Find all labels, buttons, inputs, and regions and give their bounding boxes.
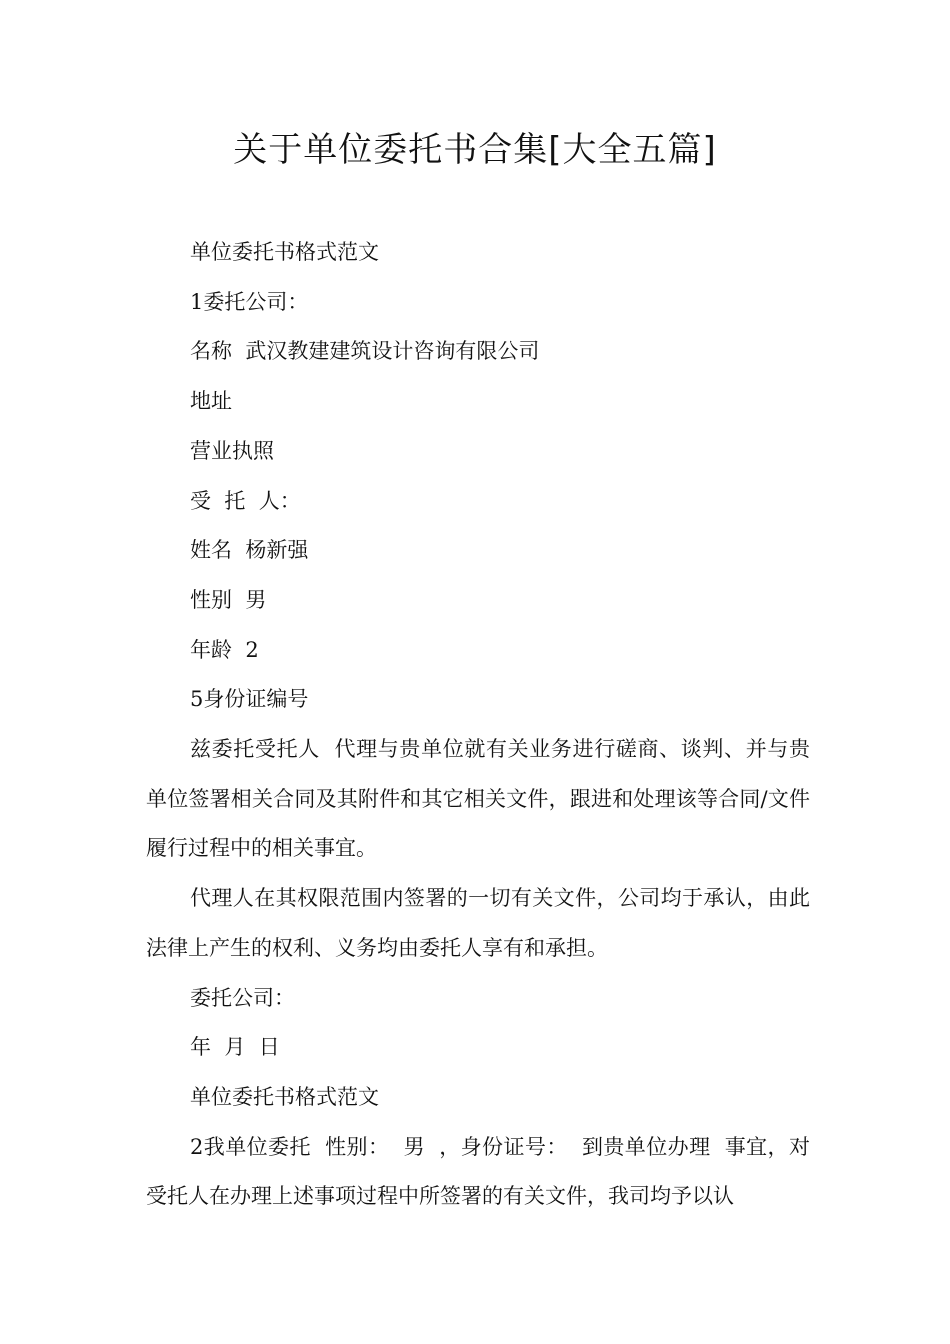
paragraph-business-license: 营业执照: [190, 438, 274, 463]
paragraph-address: 地址: [190, 389, 232, 414]
paragraph-id-number: 5身份证编号: [190, 687, 309, 712]
paragraph-trustee: 受 托 人：: [190, 488, 301, 513]
paragraph-trustee-age: 年龄 2: [190, 637, 259, 662]
document-body: [146, 228, 810, 1222]
paragraph-company-name: 名称 武汉教建建筑设计咨询有限公司: [190, 339, 540, 364]
paragraph-second-template: 2我单位委托 性别： 男 ，身份证号： 到贵单位办理 事宜，对受托人在办理上述事项过程中所签署的有关文件，我司均予以认: [146, 1134, 810, 1209]
paragraph-signature-company: 委托公司：: [190, 985, 295, 1010]
paragraph-acknowledgement: 代理人在其权限范围内签署的一切有关文件，公司均于承认，由此法律上产生的权利、义务均由委托人享有和承担。: [146, 886, 810, 960]
paragraph-trustee-gender: 性别 男: [190, 587, 267, 612]
paragraph-section-heading-2: 单位委托书格式范文: [190, 1084, 379, 1109]
paragraph-authorization: 兹委托受托人 代理与贵单位就有关业务进行磋商、谈判、并与贵单位签署相关合同及其附件和其它相关文件，跟进和处理该等合同/文件履行过程中的相关事宜。: [146, 737, 810, 861]
paragraph-date: 年 月 日: [190, 1035, 280, 1060]
paragraph-section-heading: 单位委托书格式范文: [190, 240, 379, 264]
paragraph-entrusting-company: 1委托公司：: [190, 289, 309, 314]
paragraph-trustee-name: 姓名 杨新强: [190, 538, 309, 563]
document-title: 关于单位委托书合集[大全五篇]: [233, 130, 717, 170]
